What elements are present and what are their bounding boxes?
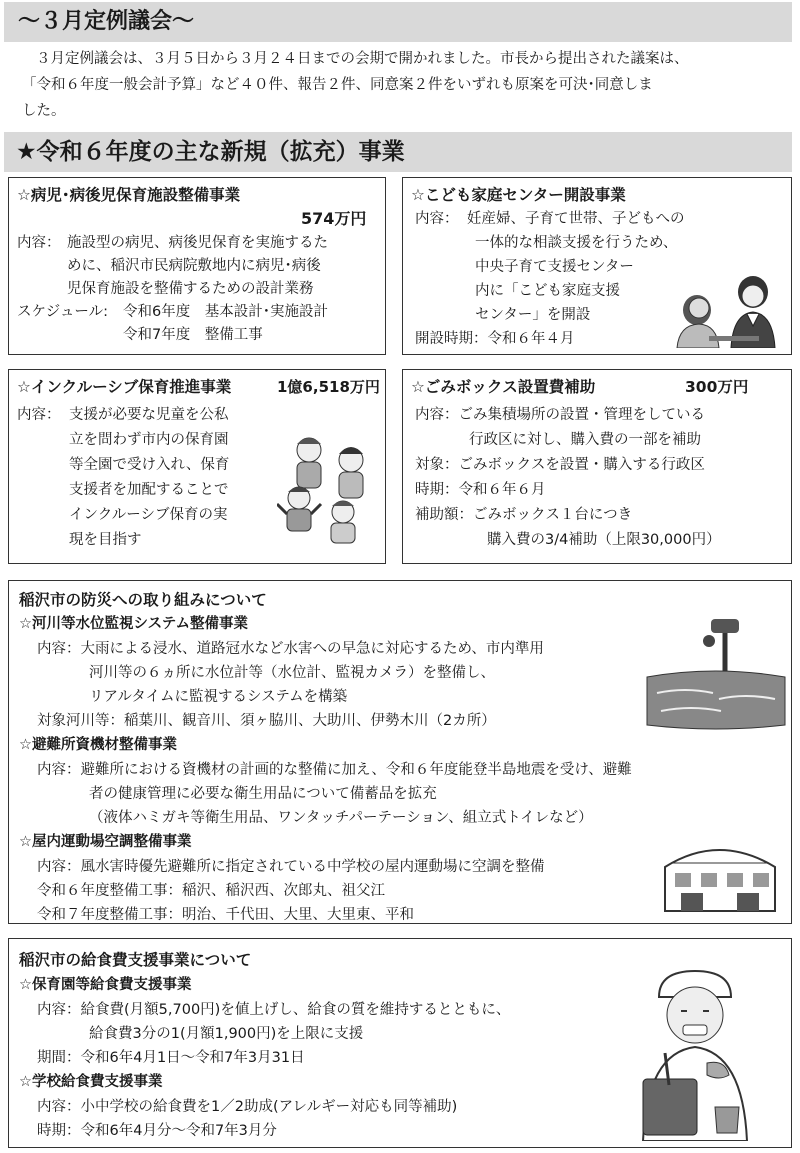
garbage-box-subsidy-box	[402, 369, 792, 564]
period-line: 時期：令和６年６月	[415, 482, 546, 498]
project-title: ☆保育園等給食費支援事業	[19, 977, 192, 993]
box-title: ☆こども家庭センター開設事業	[411, 186, 626, 204]
intro-line: した。	[22, 103, 66, 119]
intro-line: 「令和６年度一般会計予算」など４０件、報告２件、同意案２件をいずれも原案を可決･同意しま	[22, 77, 653, 93]
content-line: 令和７年度整備工事：明治、千代田、大里、大里東、平和	[37, 907, 414, 923]
river-camera-illustration	[645, 615, 787, 733]
content-line: 妊産婦、子育て世帯、子どもへの	[467, 211, 685, 227]
budget-amount: 300万円	[685, 378, 749, 396]
lunch-server-illustration	[629, 967, 759, 1141]
content-line: 河川等の６ヵ所に水位計等（水位計、監視カメラ）を整備し、	[89, 665, 495, 681]
target-line: 対象河川等：稲葉川、観音川、須ヶ脇川、大助川、伊勢木川（2カ所）	[37, 713, 496, 729]
budget-amount: 574万円	[301, 209, 367, 228]
section-header-new-projects: ★令和６年度の主な新規（拡充）事業	[4, 132, 792, 172]
content-line: 内容：避難所における資機材の計画的な整備に加え、令和６年度能登半島地震を受け、避難	[37, 762, 632, 778]
school-gym-illustration	[661, 837, 779, 915]
content-line: 支援者を加配することで	[69, 482, 229, 498]
content-line: 現を目指す	[69, 532, 142, 548]
content-line: 中央子育て支援センター	[475, 259, 634, 275]
content-line: 等全園で受け入れ、保育	[69, 457, 230, 473]
content-line: リアルタイムに監視するシステムを構築	[89, 689, 348, 705]
sick-child-care-box	[8, 177, 386, 355]
opening-period: 開設時期：令和６年４月	[415, 331, 575, 347]
content-label: 内容：	[415, 211, 459, 227]
content-line: 施設型の病児、病後児保育を実施するた	[67, 235, 328, 251]
content-line: 内容：ごみ集積場所の設置・管理をしている	[415, 407, 705, 423]
content-line: 支援が必要な児童を公私	[69, 407, 229, 423]
content-line: 給食費3分の1(月額1,900円)を上限に支援	[89, 1026, 364, 1042]
content-line: 令和６年度整備工事：稲沢、稲沢西、次郎丸、祖父江	[37, 883, 385, 899]
subsidy-line: 購入費の3/4補助（上限30,000円）	[487, 532, 721, 548]
content-line: （液体ハミガキ等衛生用品、ワンタッチパーテーション、組立式トイレなど）	[89, 810, 593, 826]
project-title: ☆避難所資機材整備事業	[19, 737, 177, 753]
schedule-label: スケジュール:	[17, 304, 109, 320]
content-line: 内容：小中学校の給食費を1／2助成(アレルギー対応も同等補助)	[37, 1099, 458, 1115]
project-title: ☆学校給食費支援事業	[19, 1074, 163, 1090]
school-lunch-support-box	[8, 938, 792, 1148]
family-center-box	[402, 177, 792, 355]
content-line: インクルーシブ保育の実	[69, 507, 228, 523]
schedule-line: 令和6年度 基本設計･実施設計	[123, 304, 328, 320]
content-line: めに、稲沢市民病院敷地内に病児･病後	[67, 258, 321, 274]
content-line: 者の健康管理に必要な衛生用品について備蓄品を拡充	[89, 786, 437, 802]
box-title: ☆インクルーシブ保育推進事業	[17, 378, 232, 396]
content-label: 内容：	[17, 407, 61, 423]
content-line: 内容：風水害時優先避難所に指定されている中学校の屋内運動場に空調を整備	[37, 859, 545, 875]
content-line: 一体的な相談支援を行うため、	[475, 235, 678, 251]
content-line: センター」を開設	[475, 307, 591, 323]
content-line: 児保育施設を整備するための設計業務	[67, 281, 314, 297]
content-label: 内容：	[17, 235, 61, 251]
content-line: 内容：大雨による浸水、道路冠水など水害への早急に対応するため、市内準用	[37, 641, 544, 657]
children-illustration	[277, 432, 383, 544]
inclusive-childcare-box	[8, 369, 386, 564]
period-line: 期間：令和6年4月1日～令和7年3月31日	[37, 1050, 305, 1066]
content-line: 内に「こども家庭支援	[475, 283, 620, 299]
intro-paragraph	[22, 46, 782, 124]
section-header-march-council: ～３月定例議会～	[4, 2, 792, 42]
disaster-prevention-box	[8, 580, 792, 924]
schedule-line: 令和7年度 整備工事	[123, 327, 263, 343]
box-title: ☆ごみボックス設置費補助	[411, 378, 596, 396]
period-line: 時期：令和6年4月分～令和7年3月分	[37, 1123, 277, 1139]
project-title: ☆河川等水位監視システム整備事業	[19, 616, 249, 632]
consultation-illustration	[669, 270, 785, 348]
intro-line: ３月定例議会は、３月５日から３月２４日までの会期で開かれました。市長から提出された議案は、	[36, 51, 689, 67]
box-title: 稲沢市の給食費支援事業について	[19, 951, 252, 969]
content-line: 行政区に対し、購入費の一部を補助	[469, 432, 701, 448]
content-line: 内容：給食費(月額5,700円)を値上げし、給食の質を維持するとともに、	[37, 1002, 511, 1018]
target-line: 対象：ごみボックスを設置・購入する行政区	[415, 457, 705, 473]
budget-amount: 1億6,518万円	[277, 378, 380, 396]
content-line: 立を問わず市内の保育園	[69, 432, 229, 448]
box-title: 稲沢市の防災への取り組みについて	[19, 591, 267, 609]
box-title: ☆病児･病後児保育施設整備事業	[17, 186, 241, 204]
subsidy-line: 補助額：ごみボックス１台につき	[415, 507, 633, 523]
project-title: ☆屋内運動場空調整備事業	[19, 834, 192, 850]
